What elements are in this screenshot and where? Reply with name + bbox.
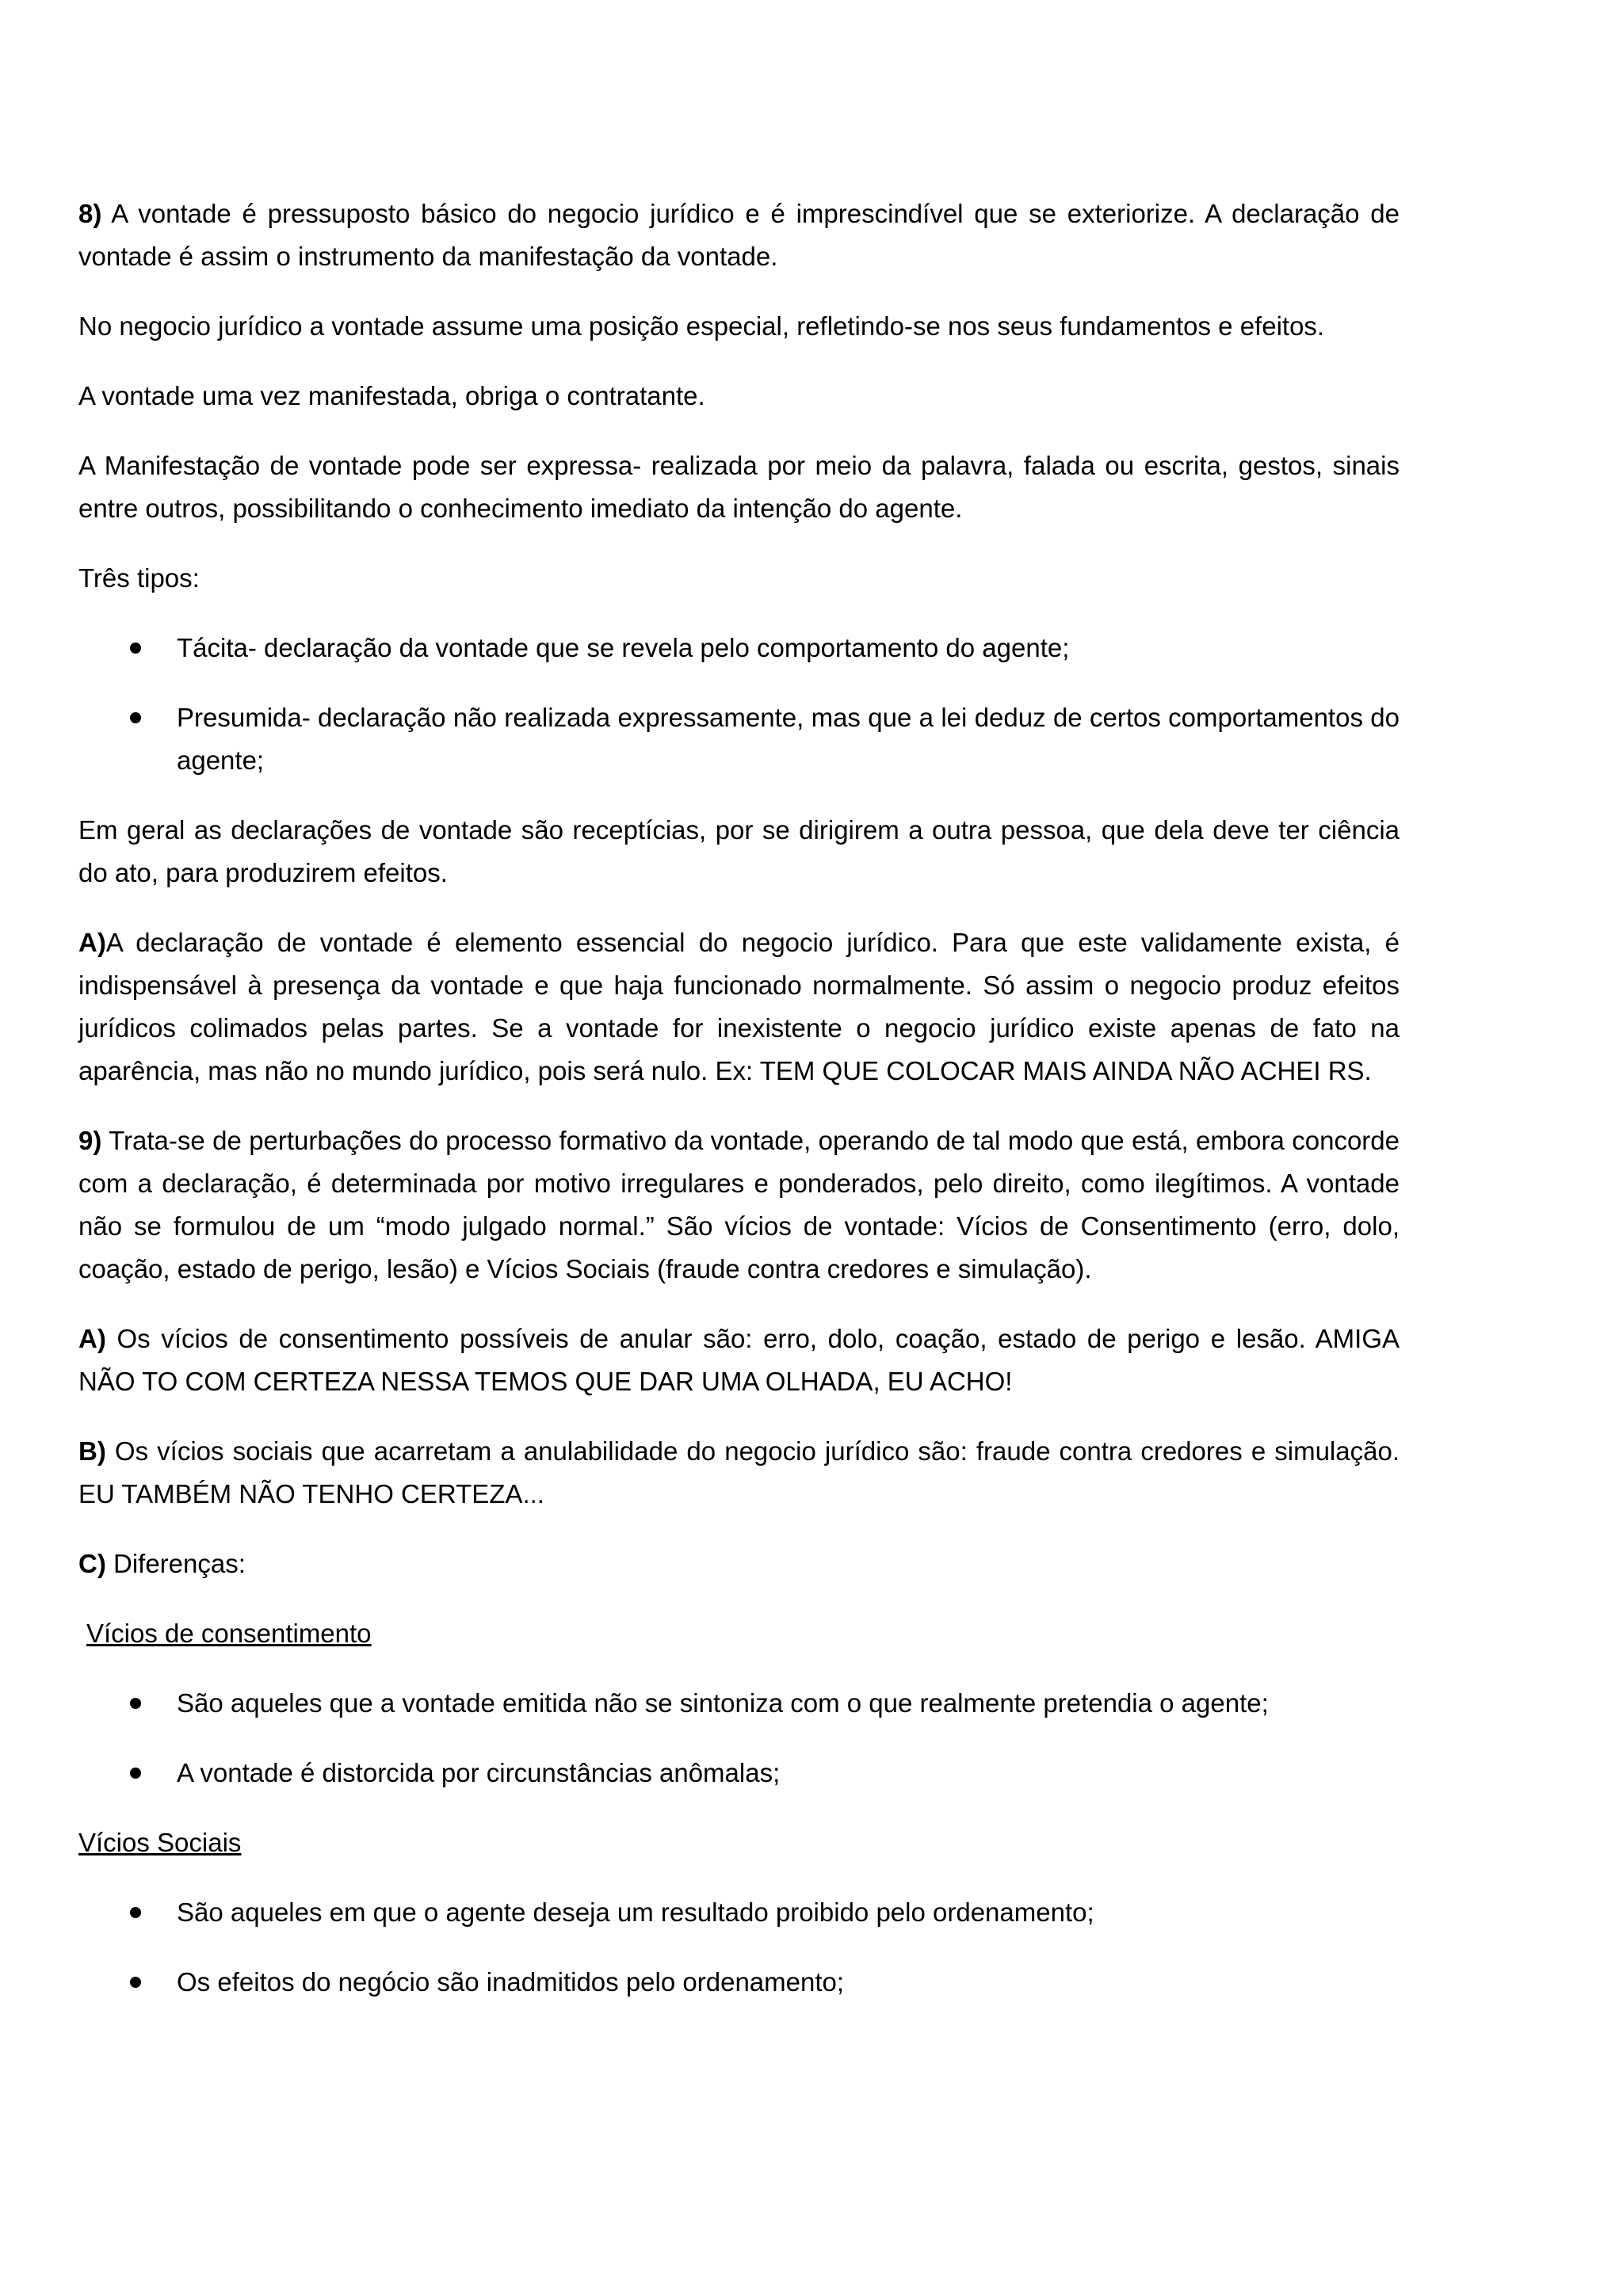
q9a-paragraph bbox=[78, 1318, 1400, 1403]
list-item-text: A vontade é distorcida por circunstâncias anômalas; bbox=[177, 1758, 781, 1787]
q8-label: 8) bbox=[78, 199, 102, 228]
bullet-icon bbox=[130, 643, 141, 654]
list-item bbox=[78, 1891, 1400, 1934]
q8a-label: A) bbox=[78, 928, 106, 957]
q9c-paragraph bbox=[78, 1543, 1400, 1585]
q8-paragraph-2: No negocio jurídico a vontade assume uma posição especial, refletindo-se nos seus fundamentos e efeitos. bbox=[78, 311, 1325, 341]
consentimento-heading: Vícios de consentimento bbox=[86, 1619, 372, 1648]
list-item-text: São aqueles em que o agente deseja um resultado proibido pelo ordenamento; bbox=[177, 1897, 1094, 1927]
q9-label: 9) bbox=[78, 1126, 102, 1155]
q9a-label: A) bbox=[78, 1324, 106, 1353]
list-item bbox=[78, 1682, 1400, 1725]
list-item bbox=[78, 696, 1400, 782]
q8-paragraph-4: A Manifestação de vontade pode ser expressa- realizada por meio da palavra, falada ou escrita, gestos, sinais entre outros, possibilitando o conhecimento imediato da intenção do agente. bbox=[78, 451, 1400, 523]
q9-intro-text: Trata-se de perturbações do processo formativo da vontade, operando de tal modo que está, embora concorde com a declaração, é determinada por motivo irregulares e ponderados, pelo direito, como ilegítimos. A vontade não se formulou de um “modo julgado normal.” São vícios de vontade: Vícios de Consentimento (erro, dolo, coação, estado de perigo, lesão) e Vícios Sociais (fraude contra credores e simulação). bbox=[78, 1126, 1400, 1283]
sociais-list bbox=[78, 1891, 1400, 2004]
q8a-paragraph bbox=[78, 921, 1400, 1093]
tipos-heading: Três tipos: bbox=[78, 563, 200, 593]
q8-paragraph-3: A vontade uma vez manifestada, obriga o contratante. bbox=[78, 381, 705, 410]
q9b-label: B) bbox=[78, 1436, 106, 1466]
bullet-icon bbox=[130, 1698, 141, 1709]
q8-intro-text: A vontade é pressuposto básico do negocio jurídico e é imprescindível que se exteriorize. A declaração de vontade é assim o instrumento da manifestação da vontade. bbox=[78, 199, 1400, 271]
q9c-text: Diferenças: bbox=[105, 1549, 246, 1578]
bullet-icon bbox=[130, 712, 141, 723]
list-item-text: Tácita- declaração da vontade que se revela pelo comportamento do agente; bbox=[177, 633, 1070, 662]
tipos-list bbox=[78, 627, 1400, 782]
bullet-icon bbox=[130, 1907, 141, 1918]
bullet-icon bbox=[130, 1768, 141, 1779]
list-item bbox=[78, 1961, 1400, 2004]
list-item-text: São aqueles que a vontade emitida não se sintoniza com o que realmente pretendia o agente; bbox=[177, 1688, 1269, 1718]
q9a-text: Os vícios de consentimento possíveis de anular são: erro, dolo, coação, estado de perigo e lesão. AMIGA NÃO TO COM CERTEZA NESSA TEMOS QUE DAR UMA OLHADA, EU ACHO! bbox=[78, 1324, 1400, 1396]
list-item bbox=[78, 627, 1400, 669]
consentimento-list bbox=[78, 1682, 1400, 1794]
q8-paragraph-5: Em geral as declarações de vontade são receptícias, por se dirigirem a outra pessoa, que dela deve ter ciência do ato, para produzirem efeitos. bbox=[78, 815, 1400, 887]
q9c-label: C) bbox=[78, 1549, 106, 1578]
q8a-text: A declaração de vontade é elemento essencial do negocio jurídico. Para que este validamente exista, é indispensável à presença da vontade e que haja funcionado normalmente. Só assim o negocio produz efeitos jurídicos colimados pelas partes. Se a vontade for inexistente o negocio jurídico existe apenas de fato na aparência, mas não no mundo jurídico, pois será nulo. Ex: TEM QUE COLOCAR MAIS AINDA NÃO ACHEI RS. bbox=[78, 928, 1400, 1085]
list-item bbox=[78, 1752, 1400, 1794]
sociais-heading: Vícios Sociais bbox=[78, 1828, 242, 1857]
q9-paragraph-intro bbox=[78, 1119, 1400, 1291]
q8-paragraph-intro bbox=[78, 193, 1400, 278]
document-page bbox=[78, 193, 1400, 2031]
bullet-icon bbox=[130, 1977, 141, 1988]
list-item-text: Presumida- declaração não realizada expressamente, mas que a lei deduz de certos comportamentos do agente; bbox=[177, 703, 1400, 775]
list-item-text: Os efeitos do negócio são inadmitidos pelo ordenamento; bbox=[177, 1967, 845, 1997]
q9b-paragraph bbox=[78, 1430, 1400, 1516]
q9b-text: Os vícios sociais que acarretam a anulabilidade do negocio jurídico são: fraude contra credores e simulação. EU TAMBÉM NÃO TENHO CERTEZA... bbox=[78, 1436, 1400, 1508]
